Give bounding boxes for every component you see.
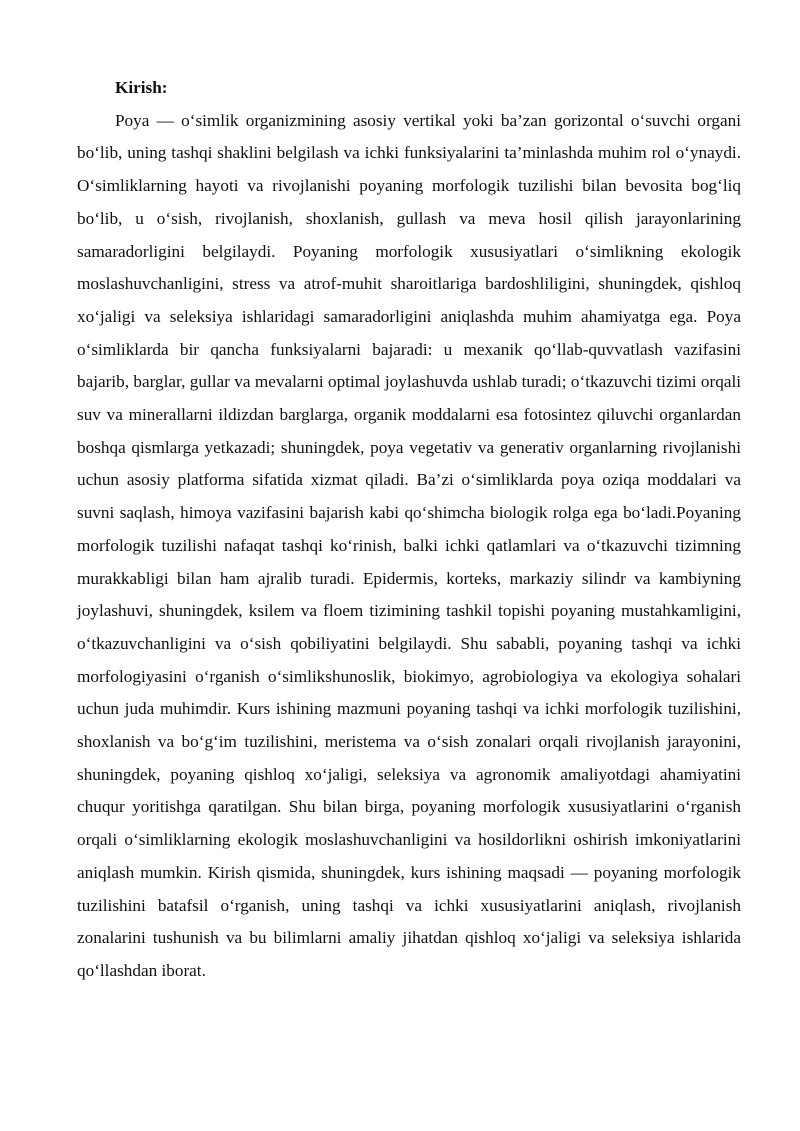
document-body (77, 72, 741, 988)
section-heading: Kirish: (115, 78, 168, 97)
body-paragraph: Poya — o‘simlik organizmining asosiy vertikal yoki ba’zan gorizontal o‘suvchi organi bo‘lib, uning tashqi shaklini belgilash va ichki funksiyalarini ta’minlashda muhim rol o‘ynaydi. O‘simliklarning hayoti va rivojlanishi poyaning morfologik tuzilishi bilan bevosita bog‘liq bo‘lib, u o‘sish, rivojlanish, shoxlanish, gullash va meva hosil qilish jarayonlarining samaradorligini belgilaydi. Poyaning morfologik xususiyatlari o‘simlikning ekologik moslashuvchanligini, stress va atrof-muhit sharoitlariga bardoshliligini, shuningdek, qishloq xo‘jaligi va seleksiya ishlaridagi samaradorligini aniqlashda muhim ahamiyatga ega. Poya o‘simliklarda bir qancha funksiyalarni bajaradi: u mexanik qo‘llab-quvvatlash vazifasini bajarib, barglar, gullar va mevalarni optimal joylashuvda ushlab turadi; o‘tkazuvchi tizimi orqali suv va minerallarni ildizdan barglarga, organik moddalarni esa fotosintez qiluvchi organlardan boshqa qismlarga yetkazadi; shuningdek, poya vegetativ va generativ organlarning rivojlanishi uchun asosiy platforma sifatida xizmat qiladi. Ba’zi o‘simliklarda poya oziqa moddalari va suvni saqlash, himoya vazifasini bajarish kabi qo‘shimcha biologik rolga ega bo‘ladi.Poyaning morfologik tuzilishi nafaqat tashqi ko‘rinish, balki ichki qatlamlari va o‘tkazuvchi tizimning murakkabligi bilan ham ajralib turadi. Epidermis, korteks, markaziy silindr va kambiyning joylashuvi, shuningdek, ksilem va floem tizimining tashkil topishi poyaning mustahkamligini, o‘tkazuvchanligini va o‘sish qobiliyatini belgilaydi. Shu sababli, poyaning tashqi va ichki morfologiyasini o‘rganish o‘simlikshunoslik, biokimyo, agrobiologiya va ekologiya sohalari uchun juda muhimdir. Kurs ishining mazmuni poyaning tashqi va ichki morfologik tuzilishini, shoxlanish va bo‘g‘im tuzilishini, meristema va o‘sish zonalari orqali rivojlanish jarayonini, shuningdek, poyaning qishloq xo‘jaligi, seleksiya va agronomik amaliyotdagi ahamiyatini chuqur yoritishga qaratilgan. Shu bilan birga, poyaning morfologik xususiyatlarini o‘rganish orqali o‘simliklarning ekologik moslashuvchanligini va hosildorlikni oshirish imkoniyatlarini aniqlash mumkin. Kirish qismida, shuningdek, kurs ishining maqsadi — poyaning morfologik tuzilishini batafsil o‘rganish, uning tashqi va ichki xususiyatlarini aniqlash, rivojlanish zonalarini tushunish va bu bilimlarni amaliy jihatdan qishloq xo‘jaligi va seleksiya ishlarida qo‘llashdan iborat. (77, 110, 741, 980)
